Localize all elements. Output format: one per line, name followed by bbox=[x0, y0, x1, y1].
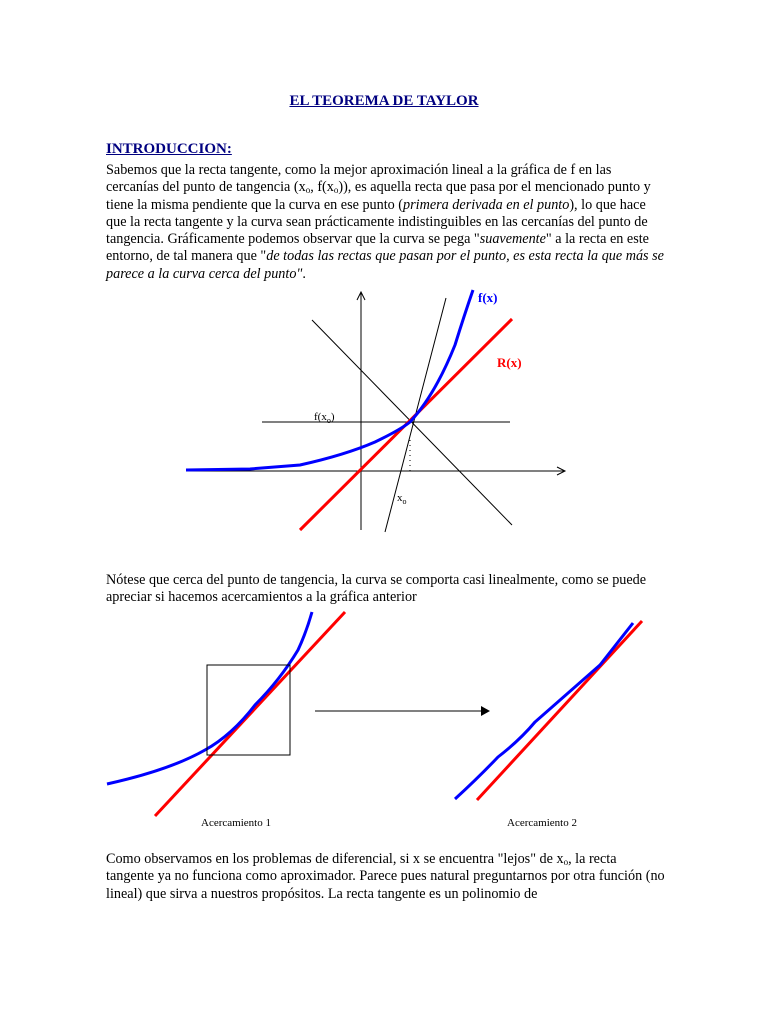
zoom-arrow bbox=[315, 706, 490, 716]
label-fx0: $f(x_o)$ bbox=[314, 411, 335, 425]
paragraph-polynomial: Como observamos en los problemas de diferencial, si x se encuentra "lejos" de $x_o$, la recta tangente ya no funciona como aproximador. Parece pues natural preguntarnos por otra función (no lineal) que sirva a nuestros propósitos. La recta tangente es un polinomio de bbox=[106, 851, 665, 902]
caption-zoom1: Acercamiento 1 bbox=[201, 817, 271, 829]
arrow-head-icon bbox=[481, 706, 490, 716]
paragraph-zoom: Nótese que cerca del punto de tangencia, la curva se comporta casi linealmente, como se puede apreciar si hacemos acercamientos a la gráfica anterior bbox=[106, 572, 647, 606]
caption-zoom2: Acercamiento 2 bbox=[507, 817, 577, 829]
zoom1-tangent-line bbox=[155, 612, 345, 816]
axes bbox=[186, 292, 565, 532]
figure-zooms bbox=[100, 605, 660, 835]
label-x0: $x_o$ bbox=[397, 492, 407, 506]
section-heading: INTRODUCCION: bbox=[106, 141, 232, 157]
zoom-1 bbox=[107, 612, 345, 829]
zoom2-tangent-line bbox=[477, 621, 642, 800]
figure-tangent bbox=[180, 285, 580, 535]
paragraph-intro: Sabemos que la recta tangente, como la mejor aproximación lineal a la gráfica de f en las cercanías del punto de tangencia ($x_o$, $f(x_o)$), es aquella recta que pasa por el mencionado punto y tiene la misma pendiente que la curva en ese punto (primera derivada en el punto), lo que hace que la recta tangente y la curva sean prácticamente indistinguibles en las cercanías del punto de tangencia. Gráficamente podemos observar que la curva se pega "suavemente" a la recta en este entorno, de tal manera que "de todas las rectas que pasan por el punto, es esta recta la que más se parece a la curva cerca del punto". bbox=[106, 162, 664, 282]
curve-fx bbox=[186, 290, 473, 470]
label-rx: R(x) bbox=[497, 355, 522, 370]
label-fx: f(x) bbox=[478, 290, 498, 305]
zoom-2 bbox=[455, 621, 642, 829]
page-title: EL TEOREMA DE TAYLOR bbox=[289, 93, 479, 109]
